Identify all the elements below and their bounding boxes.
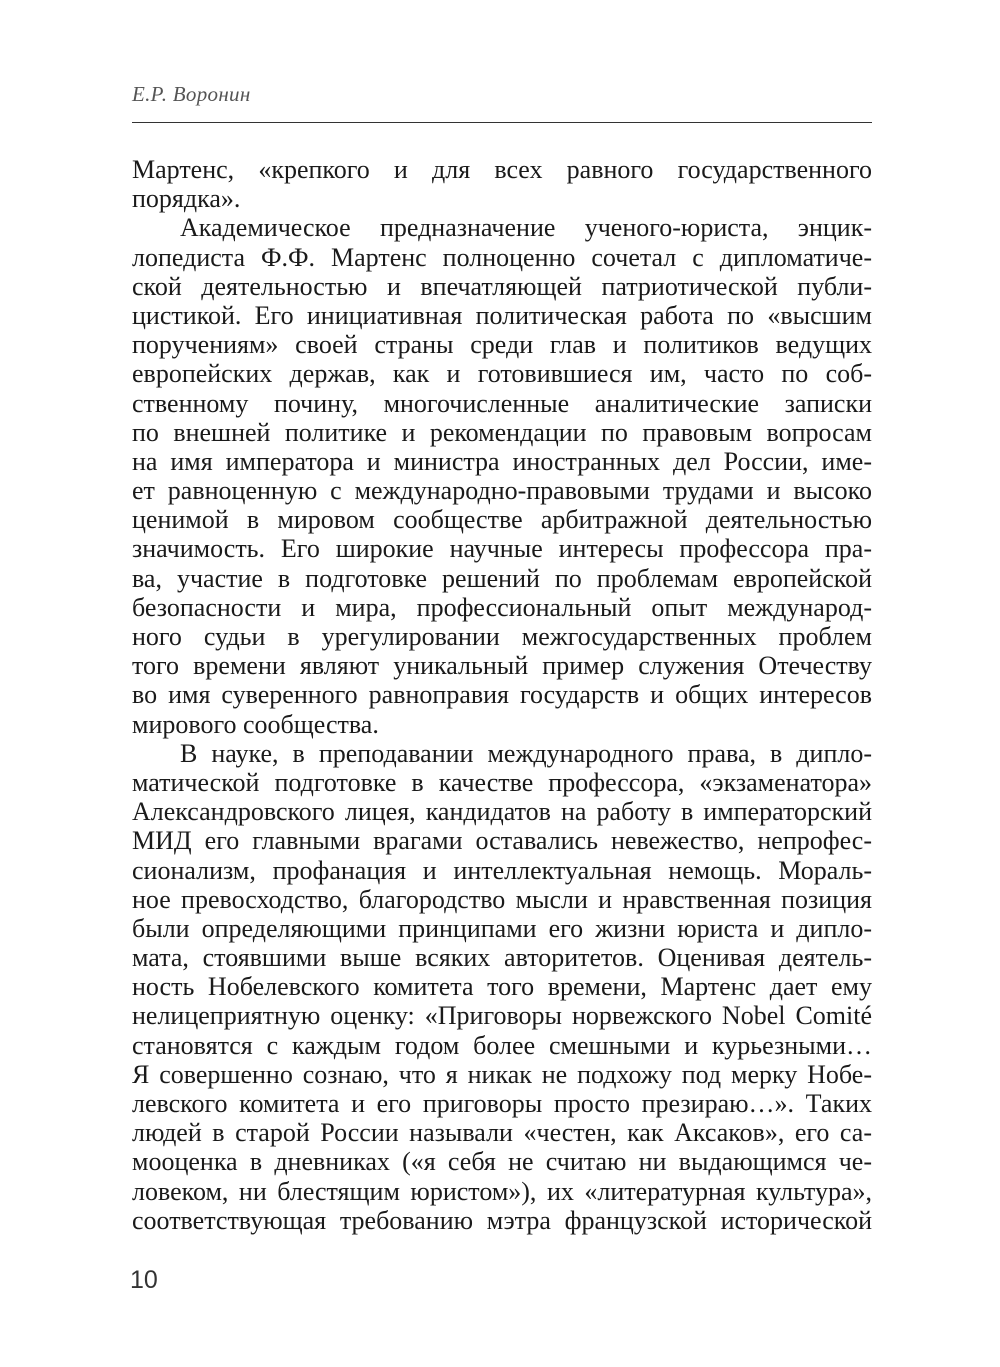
text-line: сионализм, профанация и интеллектуальная немощь. Мораль- (132, 855, 872, 885)
text-line: мооценка в дневниках («я себя не считаю ни выдающимся че- (132, 1147, 872, 1177)
text-line: Академическое предназначение ученого-юриста, энцик- (180, 213, 872, 243)
text-line: значимость. Его широкие научные интересы профессора пра- (132, 534, 872, 564)
text-line: мирового сообщества. (132, 709, 379, 739)
text-line: ное превосходство, благородство мысли и нравственная позиция (132, 884, 872, 914)
text-line: поручениям» своей страны среди глав и политиков ведущих (132, 330, 872, 360)
text-line: людей в старой России называли «честен, как Аксаков», его са- (132, 1118, 872, 1148)
text-line: лопедиста Ф.Ф. Мартенс полноценно сочетал с дипломатиче- (132, 242, 872, 272)
text-line: цистикой. Его инициативная политическая работа по «высшим (132, 300, 872, 330)
text-line: во имя суверенного равноправия государств и общих интересов (132, 680, 872, 710)
page-number: 10 (130, 1266, 158, 1294)
text-line: ет равноценную с международно-правовыми трудами и высоко (132, 476, 872, 506)
header-divider (132, 122, 872, 123)
text-line: ность Нобелевского комитета того времени, Мартенс дает ему (132, 972, 872, 1002)
text-line: ской деятельностью и впечатляющей патриотической публи- (132, 271, 872, 301)
text-line: соответствующая требованию мэтра французской исторической (132, 1205, 872, 1235)
text-line: ва, участие в подготовке решений по проблемам европейской (132, 563, 872, 593)
text-line: ценимой в мировом сообществе арбитражной деятельностью (132, 505, 872, 535)
text-line: мата, стоявшими выше всяких авторитетов. Оценивая деятель- (132, 943, 872, 973)
text-line: по внешней политике и рекомендации по правовым вопросам (132, 417, 872, 447)
text-line: левского комитета и его приговоры просто презираю…». Таких (132, 1089, 872, 1118)
text-line: МИД его главными врагами оставались невежество, непрофес- (132, 826, 872, 856)
text-line: Мартенс, «крепкого и для всех равного государственного (132, 155, 872, 184)
text-line: ного судьи в урегулировании межгосударственных проблем (132, 622, 872, 651)
text-line: Я совершенно сознаю, что я никак не подхожу под мерку Нобе- (132, 1059, 872, 1089)
text-line: на имя императора и министра иностранных дел России, име- (132, 446, 872, 476)
text-line: порядка». (132, 184, 241, 214)
text-line: становятся с каждым годом более смешными и курьезными… (132, 1030, 872, 1060)
text-line: В науке, в преподавании международного права, в дипло- (180, 738, 872, 768)
text-line: того времени являют уникальный пример служения Отечеству (132, 651, 872, 681)
text-line: безопасности и мира, профессиональный опыт международ- (132, 592, 872, 622)
text-line: нелицеприятную оценку: «Приговоры норвежского Nobel Comité (132, 1001, 872, 1031)
text-line: матической подготовке в качестве профессора, «экзаменатора» (132, 767, 872, 797)
text-line: ловеком, ни блестящим юристом»), их «литературная культура», (132, 1176, 872, 1206)
text-line: были определяющими принципами его жизни юриста и дипло- (132, 913, 872, 943)
text-line: ственному почину, многочисленные аналитические записки (132, 388, 872, 418)
text-line: европейских держав, как и готовившиеся им, часто по соб- (132, 359, 872, 389)
running-head-author: Е.Р. Воронин (132, 82, 251, 106)
text-line: Александровского лицея, кандидатов на работу в императорский (132, 797, 872, 827)
body-text (132, 155, 872, 1235)
